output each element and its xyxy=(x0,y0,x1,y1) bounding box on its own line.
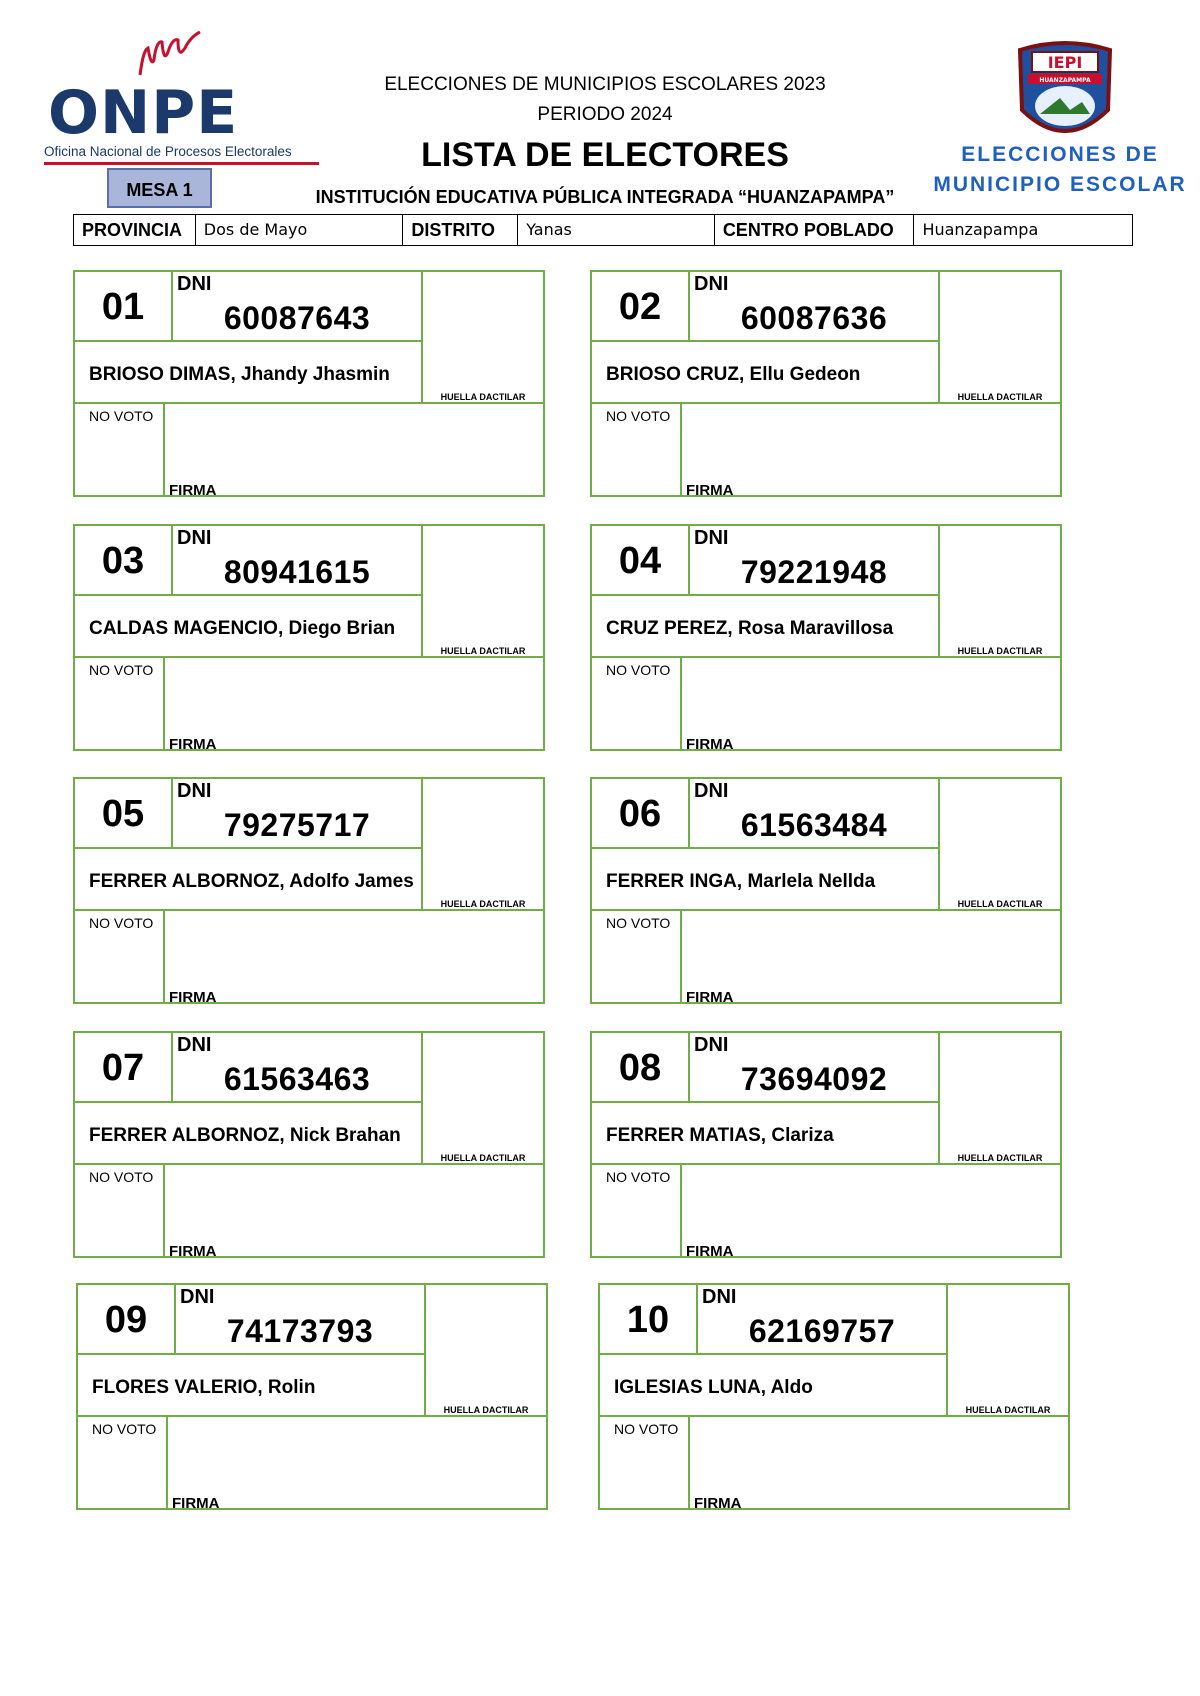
dni-box xyxy=(690,526,940,596)
dni-label: DNI xyxy=(177,527,212,549)
fingerprint-area xyxy=(423,526,543,658)
voter-number: 06 xyxy=(592,779,690,849)
fingerprint-label: HUELLA DACTILAR xyxy=(957,1153,1043,1163)
fingerprint-label: HUELLA DACTILAR xyxy=(440,646,526,656)
voter-card xyxy=(590,524,1062,751)
onpe-subtitle: Oficina Nacional de Procesos Electorales xyxy=(44,144,292,159)
voter-card xyxy=(73,524,545,751)
dni-value: 73694092 xyxy=(740,1061,888,1097)
voter-name: CRUZ PEREZ, Rosa Maravillosa xyxy=(592,596,940,658)
onpe-underline xyxy=(44,162,319,165)
dni-label: DNI xyxy=(694,1034,729,1056)
dni-value: 60087643 xyxy=(223,300,371,336)
onpe-wordmark: ONPE xyxy=(48,78,239,148)
iepi-emblem-banner: HUANZAPAMPA xyxy=(1039,77,1091,84)
fingerprint-area xyxy=(423,779,543,911)
dni-value: 79275717 xyxy=(223,807,371,843)
fingerprint-area xyxy=(940,1033,1060,1165)
fingerprint-label: HUELLA DACTILAR xyxy=(957,899,1043,909)
no-voto-label: NO VOTO xyxy=(592,911,682,1002)
dni-box xyxy=(176,1285,426,1355)
election-title: ELECCIONES DE MUNICIPIOS ESCOLARES 2023 xyxy=(384,74,826,95)
dni-label: DNI xyxy=(177,1034,212,1056)
no-voto-label: NO VOTO xyxy=(600,1417,690,1508)
voter-card xyxy=(590,1031,1062,1258)
signature-label: FIRMA xyxy=(169,736,217,753)
voter-name: FERRER ALBORNOZ, Nick Brahan xyxy=(75,1103,423,1165)
dni-value: 60087636 xyxy=(740,300,888,336)
voter-number: 07 xyxy=(75,1033,173,1103)
fingerprint-area xyxy=(423,1033,543,1165)
fingerprint-area xyxy=(426,1285,546,1417)
dni-value: 61563463 xyxy=(223,1061,371,1097)
fingerprint-area xyxy=(948,1285,1068,1417)
school-name: INSTITUCIÓN EDUCATIVA PÚBLICA INTEGRADA “HUANZAPAMPA” xyxy=(315,187,895,207)
iepi-emblem-letters: IEPI xyxy=(1047,53,1083,72)
voter-name: FERRER INGA, Marlela Nellda xyxy=(592,849,940,911)
voter-number: 10 xyxy=(600,1285,698,1355)
voter-number: 05 xyxy=(75,779,173,849)
centro-poblado-value: Huanzapampa xyxy=(922,220,1039,239)
voter-number: 02 xyxy=(592,272,690,342)
voter-number: 09 xyxy=(78,1285,176,1355)
fingerprint-label: HUELLA DACTILAR xyxy=(440,392,526,402)
no-voto-label: NO VOTO xyxy=(75,1165,165,1256)
voter-card xyxy=(73,1031,545,1258)
signature-label: FIRMA xyxy=(694,1495,742,1512)
signature-label: FIRMA xyxy=(686,1243,734,1260)
fingerprint-label: HUELLA DACTILAR xyxy=(440,1153,526,1163)
dni-box xyxy=(173,779,423,849)
provincia-value: Dos de Mayo xyxy=(196,215,404,245)
fingerprint-label: HUELLA DACTILAR xyxy=(965,1405,1051,1415)
dni-label: DNI xyxy=(702,1286,737,1308)
location-table xyxy=(73,214,1133,246)
ballot-hand-icon xyxy=(130,30,220,80)
dni-label: DNI xyxy=(694,273,729,295)
provincia-label: PROVINCIA xyxy=(74,215,196,245)
distrito-label: DISTRITO xyxy=(403,215,518,245)
dni-label: DNI xyxy=(177,780,212,802)
dni-label: DNI xyxy=(180,1286,215,1308)
voter-card xyxy=(73,777,545,1004)
no-voto-label: NO VOTO xyxy=(592,658,682,749)
dni-box xyxy=(690,1033,940,1103)
voter-name: CALDAS MAGENCIO, Diego Brian xyxy=(75,596,423,658)
dni-value: 61563484 xyxy=(740,807,888,843)
voter-card xyxy=(598,1283,1070,1510)
dni-label: DNI xyxy=(694,780,729,802)
fingerprint-area xyxy=(423,272,543,404)
fingerprint-area xyxy=(940,272,1060,404)
voter-name: IGLESIAS LUNA, Aldo xyxy=(600,1355,948,1417)
dni-value: 74173793 xyxy=(226,1313,374,1349)
dni-box xyxy=(173,1033,423,1103)
distrito-value: Yanas xyxy=(518,215,715,245)
dni-label: DNI xyxy=(694,527,729,549)
dni-box xyxy=(690,272,940,342)
signature-label: FIRMA xyxy=(169,482,217,499)
dni-value: 79221948 xyxy=(740,554,888,590)
voter-name: FERRER ALBORNOZ, Adolfo James xyxy=(75,849,423,911)
page-title: LISTA DE ELECTORES xyxy=(421,136,789,174)
signature-label: FIRMA xyxy=(169,989,217,1006)
mesa-badge: MESA 1 xyxy=(107,168,212,208)
signature-label: FIRMA xyxy=(169,1243,217,1260)
no-voto-label: NO VOTO xyxy=(75,658,165,749)
signature-label: FIRMA xyxy=(686,736,734,753)
fingerprint-label: HUELLA DACTILAR xyxy=(957,646,1043,656)
dni-box xyxy=(173,526,423,596)
fingerprint-label: HUELLA DACTILAR xyxy=(440,899,526,909)
dni-label: DNI xyxy=(177,273,212,295)
voter-card xyxy=(590,270,1062,497)
dni-box xyxy=(698,1285,948,1355)
voter-number: 03 xyxy=(75,526,173,596)
voter-card xyxy=(590,777,1062,1004)
no-voto-label: NO VOTO xyxy=(78,1417,168,1508)
dni-box xyxy=(690,779,940,849)
no-voto-label: NO VOTO xyxy=(592,1165,682,1256)
voter-name: BRIOSO CRUZ, Ellu Gedeon xyxy=(592,342,940,404)
no-voto-label: NO VOTO xyxy=(592,404,682,495)
voter-card xyxy=(73,270,545,497)
no-voto-label: NO VOTO xyxy=(75,404,165,495)
iepi-caption-line1: ELECCIONES DE xyxy=(961,143,1159,166)
no-voto-label: NO VOTO xyxy=(75,911,165,1002)
voter-card xyxy=(76,1283,548,1510)
iepi-emblem-icon xyxy=(1010,40,1120,155)
dni-box xyxy=(173,272,423,342)
voter-number: 04 xyxy=(592,526,690,596)
dni-value: 62169757 xyxy=(748,1313,896,1349)
fingerprint-label: HUELLA DACTILAR xyxy=(443,1405,529,1415)
voter-name: FLORES VALERIO, Rolin xyxy=(78,1355,426,1417)
period-title: PERIODO 2024 xyxy=(537,104,673,125)
signature-label: FIRMA xyxy=(172,1495,220,1512)
signature-label: FIRMA xyxy=(686,989,734,1006)
fingerprint-area xyxy=(940,779,1060,911)
dni-value: 80941615 xyxy=(223,554,371,590)
iepi-caption-line2: MUNICIPIO ESCOLAR xyxy=(933,173,1187,196)
voter-name: FERRER MATIAS, Clariza xyxy=(592,1103,940,1165)
voter-number: 01 xyxy=(75,272,173,342)
voter-name: BRIOSO DIMAS, Jhandy Jhasmin xyxy=(75,342,423,404)
centro-poblado-label: CENTRO POBLADO xyxy=(715,215,915,245)
fingerprint-label: HUELLA DACTILAR xyxy=(957,392,1043,402)
voter-number: 08 xyxy=(592,1033,690,1103)
signature-label: FIRMA xyxy=(686,482,734,499)
fingerprint-area xyxy=(940,526,1060,658)
